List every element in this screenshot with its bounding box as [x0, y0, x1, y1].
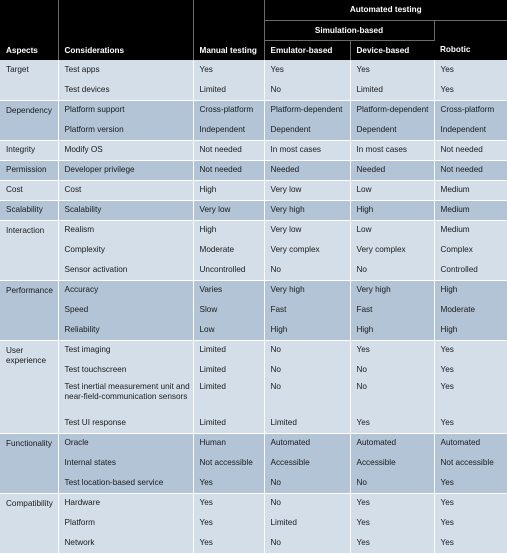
- manual-cell: Limited: [193, 340, 264, 360]
- manual-cell: Not accessible: [193, 453, 264, 473]
- consideration-cell: Speed: [58, 300, 193, 320]
- table-row: [0, 200, 507, 220]
- manual-cell: Independent: [193, 120, 264, 140]
- device-cell: Very complex: [350, 240, 434, 260]
- robotic-cell: Complex: [434, 240, 507, 260]
- table-header: [0, 0, 507, 60]
- manual-cell: Moderate: [193, 240, 264, 260]
- table-row: [0, 300, 507, 320]
- robotic-cell: Yes: [434, 473, 507, 493]
- manual-cell: Limited: [193, 380, 264, 413]
- consideration-cell: Developer privilege: [58, 160, 193, 180]
- table-row: [0, 240, 507, 260]
- device-cell: Accessible: [350, 453, 434, 473]
- table-row: [0, 220, 507, 240]
- table-row: [0, 433, 507, 453]
- emulator-cell: No: [264, 260, 350, 280]
- aspect-cell: Performance: [0, 280, 58, 340]
- device-cell: No: [350, 473, 434, 493]
- table-row: [0, 180, 507, 200]
- robotic-cell: Independent: [434, 120, 507, 140]
- table-row: [0, 120, 507, 140]
- emulator-cell: Yes: [264, 60, 350, 80]
- robotic-cell: Not needed: [434, 160, 507, 180]
- emulator-cell: Accessible: [264, 453, 350, 473]
- manual-cell: High: [193, 220, 264, 240]
- emulator-cell: No: [264, 380, 350, 413]
- emulator-cell: Limited: [264, 413, 350, 433]
- table-row: [0, 280, 507, 300]
- consideration-cell: Test inertial measurement unit and near-field-communication sensors: [58, 380, 193, 413]
- device-cell: Yes: [350, 493, 434, 513]
- emulator-cell: No: [264, 360, 350, 380]
- table-row: [0, 140, 507, 160]
- table-row: [0, 413, 507, 433]
- robotic-cell: Automated: [434, 433, 507, 453]
- table-row: [0, 60, 507, 80]
- device-cell: No: [350, 360, 434, 380]
- robotic-cell: Medium: [434, 220, 507, 240]
- table-row: [0, 380, 507, 413]
- header-manual-testing: Manual testing: [193, 0, 264, 60]
- device-cell: Platform-dependent: [350, 100, 434, 120]
- header-aspects: Aspects: [0, 0, 58, 60]
- consideration-cell: Realism: [58, 220, 193, 240]
- device-cell: Yes: [350, 533, 434, 553]
- manual-cell: High: [193, 180, 264, 200]
- header-automated-testing: Automated testing: [264, 0, 507, 21]
- manual-cell: Yes: [193, 533, 264, 553]
- table-row: [0, 260, 507, 280]
- manual-cell: Low: [193, 320, 264, 340]
- header-simulation-based: Simulation-based: [264, 21, 434, 41]
- robotic-cell: Yes: [434, 340, 507, 360]
- table-row: [0, 340, 507, 360]
- robotic-cell: Yes: [434, 413, 507, 433]
- robotic-cell: Moderate: [434, 300, 507, 320]
- device-cell: High: [350, 200, 434, 220]
- emulator-cell: Platform-dependent: [264, 100, 350, 120]
- table-row: [0, 100, 507, 120]
- manual-cell: Yes: [193, 513, 264, 533]
- header-device-based: Device-based: [350, 41, 434, 61]
- device-cell: Low: [350, 220, 434, 240]
- consideration-cell: Cost: [58, 180, 193, 200]
- consideration-cell: Modify OS: [58, 140, 193, 160]
- consideration-cell: Scalability: [58, 200, 193, 220]
- consideration-cell: Complexity: [58, 240, 193, 260]
- robotic-cell: Not needed: [434, 140, 507, 160]
- robotic-cell: Not accessible: [434, 453, 507, 473]
- emulator-cell: Very low: [264, 220, 350, 240]
- manual-cell: Human: [193, 433, 264, 453]
- robotic-cell: Yes: [434, 60, 507, 80]
- robotic-cell: Yes: [434, 360, 507, 380]
- emulator-cell: Very low: [264, 180, 350, 200]
- consideration-cell: Hardware: [58, 493, 193, 513]
- emulator-cell: High: [264, 320, 350, 340]
- device-cell: Yes: [350, 513, 434, 533]
- consideration-cell: Oracle: [58, 433, 193, 453]
- aspect-cell: Compatibility: [0, 493, 58, 553]
- device-cell: Limited: [350, 80, 434, 100]
- emulator-cell: Dependent: [264, 120, 350, 140]
- emulator-cell: Needed: [264, 160, 350, 180]
- consideration-cell: Test apps: [58, 60, 193, 80]
- manual-cell: Limited: [193, 413, 264, 433]
- emulator-cell: Very high: [264, 280, 350, 300]
- robotic-cell: Cross-platform: [434, 100, 507, 120]
- consideration-cell: Internal states: [58, 453, 193, 473]
- manual-cell: Limited: [193, 80, 264, 100]
- table-row: [0, 453, 507, 473]
- consideration-cell: Test devices: [58, 80, 193, 100]
- aspect-cell: Cost: [0, 180, 58, 200]
- device-cell: High: [350, 320, 434, 340]
- consideration-cell: Network: [58, 533, 193, 553]
- manual-cell: Slow: [193, 300, 264, 320]
- table-row: [0, 80, 507, 100]
- emulator-cell: Very high: [264, 200, 350, 220]
- table-row: [0, 320, 507, 340]
- manual-cell: Not needed: [193, 140, 264, 160]
- table-row: [0, 160, 507, 180]
- device-cell: Dependent: [350, 120, 434, 140]
- device-cell: Very high: [350, 280, 434, 300]
- consideration-cell: Accuracy: [58, 280, 193, 300]
- robotic-cell: High: [434, 320, 507, 340]
- device-cell: Yes: [350, 413, 434, 433]
- device-cell: In most cases: [350, 140, 434, 160]
- aspect-cell: Permission: [0, 160, 58, 180]
- robotic-cell: Controlled: [434, 260, 507, 280]
- aspect-cell: Dependency: [0, 100, 58, 140]
- table-body: [0, 60, 507, 553]
- robotic-cell: Yes: [434, 493, 507, 513]
- table-row: [0, 360, 507, 380]
- consideration-cell: Test touchscreen: [58, 360, 193, 380]
- robotic-cell: Yes: [434, 80, 507, 100]
- manual-cell: Not needed: [193, 160, 264, 180]
- table-row: [0, 493, 507, 513]
- robotic-cell: Yes: [434, 513, 507, 533]
- device-cell: Needed: [350, 160, 434, 180]
- device-cell: No: [350, 260, 434, 280]
- consideration-cell: Reliability: [58, 320, 193, 340]
- emulator-cell: Automated: [264, 433, 350, 453]
- aspect-cell: Target: [0, 60, 58, 100]
- aspect-cell: Scalability: [0, 200, 58, 220]
- robotic-cell: Yes: [434, 533, 507, 553]
- manual-cell: Varies: [193, 280, 264, 300]
- consideration-cell: Test imaging: [58, 340, 193, 360]
- aspect-cell: User experience: [0, 340, 58, 433]
- manual-cell: Yes: [193, 493, 264, 513]
- consideration-cell: Platform support: [58, 100, 193, 120]
- aspect-cell: Integrity: [0, 140, 58, 160]
- emulator-cell: No: [264, 340, 350, 360]
- table-row: [0, 533, 507, 553]
- header-robotic-spacer: [434, 21, 507, 41]
- emulator-cell: In most cases: [264, 140, 350, 160]
- emulator-cell: Fast: [264, 300, 350, 320]
- emulator-cell: No: [264, 473, 350, 493]
- manual-cell: Cross-platform: [193, 100, 264, 120]
- manual-cell: Uncontrolled: [193, 260, 264, 280]
- robotic-cell: High: [434, 280, 507, 300]
- device-cell: Yes: [350, 340, 434, 360]
- aspect-cell: Functionality: [0, 433, 58, 493]
- emulator-cell: No: [264, 493, 350, 513]
- consideration-cell: Test location-based service: [58, 473, 193, 493]
- emulator-cell: Very complex: [264, 240, 350, 260]
- manual-cell: Very low: [193, 200, 264, 220]
- table-row: [0, 473, 507, 493]
- manual-cell: Yes: [193, 60, 264, 80]
- consideration-cell: Platform version: [58, 120, 193, 140]
- device-cell: Fast: [350, 300, 434, 320]
- consideration-cell: Sensor activation: [58, 260, 193, 280]
- device-cell: Low: [350, 180, 434, 200]
- header-considerations: Considerations: [58, 0, 193, 60]
- manual-cell: Limited: [193, 360, 264, 380]
- robotic-cell: Medium: [434, 200, 507, 220]
- robotic-cell: Medium: [434, 180, 507, 200]
- emulator-cell: Limited: [264, 513, 350, 533]
- emulator-cell: No: [264, 80, 350, 100]
- robotic-cell: Yes: [434, 380, 507, 413]
- aspect-cell: Interaction: [0, 220, 58, 280]
- header-robotic: Robotic: [434, 41, 507, 61]
- emulator-cell: No: [264, 533, 350, 553]
- consideration-cell: Test UI response: [58, 413, 193, 433]
- device-cell: No: [350, 380, 434, 413]
- manual-cell: Yes: [193, 473, 264, 493]
- table-row: [0, 513, 507, 533]
- header-emulator-based: Emulator-based: [264, 41, 350, 61]
- consideration-cell: Platform: [58, 513, 193, 533]
- device-cell: Automated: [350, 433, 434, 453]
- device-cell: Yes: [350, 60, 434, 80]
